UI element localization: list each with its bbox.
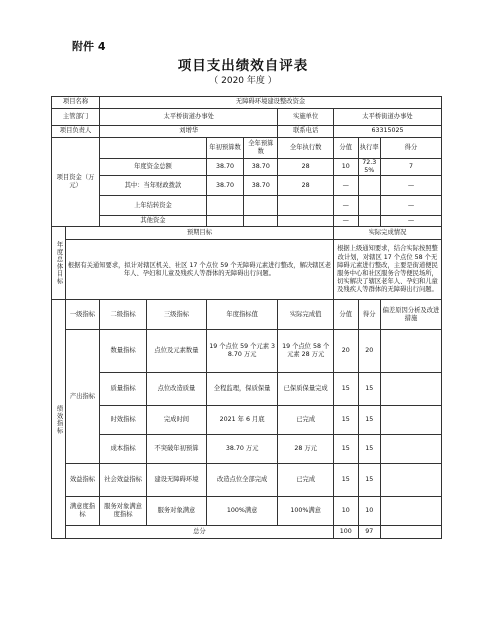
page-title: 项目支出绩效自评表	[177, 58, 309, 74]
total-value: 100	[333, 526, 358, 539]
funds-row	[52, 159, 442, 176]
perf-section-label: 绩效指标	[52, 300, 66, 539]
dept-label: 主管部门	[52, 109, 100, 126]
perf-reason	[380, 373, 441, 406]
full-budget: 38.70	[244, 176, 278, 196]
attachment-label: 附件 4	[72, 40, 106, 53]
perf-value: 10	[333, 497, 358, 526]
perf-row	[52, 464, 442, 497]
score: —	[380, 176, 441, 196]
col-value: 分值	[333, 300, 358, 330]
col-target: 年度指标值	[206, 300, 278, 330]
perf-reason	[380, 406, 441, 435]
satisfaction-indicator-label: 满意度指标	[65, 497, 99, 526]
exec-rate	[358, 176, 380, 196]
perf-target: 全程监理，保质保量	[206, 373, 278, 406]
col-full-budget: 全年预算数	[244, 138, 278, 159]
year-budget	[206, 216, 243, 227]
perf-header-row	[52, 300, 442, 330]
execution: 28	[278, 176, 334, 196]
year-budget	[206, 196, 243, 216]
benefit-indicator-label: 效益指标	[65, 464, 99, 497]
impl-value: 太平桥街道办事处	[333, 109, 441, 126]
perf-value: 20	[333, 330, 358, 373]
score-value: —	[333, 196, 358, 216]
phone-value: 63315025	[333, 126, 441, 138]
perf-l2: 质量指标	[100, 373, 147, 406]
expected-goal-text: 根据有关通知要求，拟计对辖区机关、社区 17 个点位 59 个无障碍元素进行整改，解决辖区老年人、孕妇和儿童及残疾人等群体的无障碍出行问题。	[65, 240, 333, 300]
leader-value: 刘增华	[100, 126, 278, 138]
year-budget: 38.70	[206, 159, 243, 176]
col-reason: 偏差原因分析及改进措施	[380, 300, 441, 330]
leader-row	[52, 126, 442, 138]
perf-value: 15	[333, 406, 358, 435]
perf-row	[52, 330, 442, 373]
col-l2: 二级指标	[100, 300, 147, 330]
perf-row	[52, 435, 442, 464]
impl-label: 实施单位	[278, 109, 334, 126]
leader-label: 项目负责人	[52, 126, 100, 138]
funds-section-label: 项目资金（万元）	[52, 138, 100, 227]
exec-rate: 72.35%	[358, 159, 380, 176]
funds-row-label: 上年结转资金	[100, 196, 207, 216]
perf-actual: 19 个点位 58 个元素 28 万元	[278, 330, 334, 373]
perf-l2: 时效指标	[100, 406, 147, 435]
score: —	[380, 196, 441, 216]
perf-value: 15	[333, 435, 358, 464]
perf-score: 10	[358, 497, 380, 526]
perf-target: 改造点位全部完成	[206, 464, 278, 497]
perf-l3: 服务对象满意	[147, 497, 207, 526]
actual-goal-text: 根据上级通知要求，结合实际按照整改计划，对辖区 17 个点位 58 个无障碍元素进行整改，主要是街道便民服务中心和社区服务合等便民场所，切实解决了辖区老年人、孕妇和儿童及残疾人等群体的无障碍出行问题。	[333, 240, 441, 300]
funds-row-label: 其他资金	[100, 216, 207, 227]
perf-l2: 服务对象满意度指标	[100, 497, 147, 526]
col-score-value: 分值	[333, 138, 358, 159]
funds-blank-header	[100, 138, 207, 159]
perf-l3: 点位及元素数量	[147, 330, 207, 373]
score: 7	[380, 159, 441, 176]
goals-content-row	[52, 240, 442, 300]
score-value: —	[333, 216, 358, 227]
perf-l3: 不突破年初预算	[147, 435, 207, 464]
phone-label: 联系电话	[278, 126, 334, 138]
project-name-value: 无障碍环境建设整改资金	[100, 97, 442, 109]
col-l1: 一级指标	[65, 300, 99, 330]
perf-reason	[380, 497, 441, 526]
page-subtitle: （ 2020 年度 ）	[209, 76, 277, 86]
project-name-row	[52, 97, 442, 109]
perf-score: 15	[358, 435, 380, 464]
full-budget	[244, 216, 278, 227]
score: —	[380, 216, 441, 227]
col-actual: 实际完成值	[278, 300, 334, 330]
total-score: 97	[358, 526, 380, 539]
output-indicator-label: 产出指标	[65, 330, 99, 464]
perf-score: 20	[358, 330, 380, 373]
perf-reason	[380, 330, 441, 373]
dept-value: 太平桥街道办事处	[100, 109, 278, 126]
perf-l2: 成本指标	[100, 435, 147, 464]
perf-actual: 28 万元	[278, 435, 334, 464]
funds-row	[52, 216, 442, 227]
year-budget: 38.70	[206, 176, 243, 196]
perf-target: 2021 年 6 月底	[206, 406, 278, 435]
funds-row	[52, 176, 442, 196]
perf-reason	[380, 464, 441, 497]
funds-row-label: 年度资金总额	[100, 159, 207, 176]
exec-rate	[358, 196, 380, 216]
perf-row	[52, 497, 442, 526]
project-name-label: 项目名称	[52, 97, 100, 109]
execution: 28	[278, 159, 334, 176]
perf-target: 38.70 万元	[206, 435, 278, 464]
perf-value: 15	[333, 373, 358, 406]
col-execution: 全年执行数	[278, 138, 334, 159]
score-value: —	[333, 176, 358, 196]
total-blank	[380, 526, 441, 539]
perf-target: 100%满意	[206, 497, 278, 526]
execution	[278, 196, 334, 216]
perf-l2: 数量指标	[100, 330, 147, 373]
col-perf-score: 得分	[358, 300, 380, 330]
perf-value: 15	[333, 464, 358, 497]
col-exec-rate: 执行率	[358, 138, 380, 159]
perf-l3: 点位改造质量	[147, 373, 207, 406]
col-score: 得分	[380, 138, 441, 159]
score-value: 10	[333, 159, 358, 176]
expected-goal-label: 预期目标	[65, 227, 333, 240]
full-budget	[244, 196, 278, 216]
perf-reason	[380, 435, 441, 464]
col-l3: 三级指标	[147, 300, 207, 330]
funds-header-row	[52, 138, 442, 159]
perf-score: 15	[358, 373, 380, 406]
full-budget: 38.70	[244, 159, 278, 176]
perf-target: 19 个点位 59 个元素 38.70 万元	[206, 330, 278, 373]
execution	[278, 216, 334, 227]
goals-header-row	[52, 227, 442, 240]
perf-actual: 已完成	[278, 464, 334, 497]
perf-actual: 已完成	[278, 406, 334, 435]
perf-l3: 建设无障碍环境	[147, 464, 207, 497]
perf-l3: 完成时间	[147, 406, 207, 435]
total-row	[52, 526, 442, 539]
goals-section-label: 年度总体目标	[52, 227, 66, 300]
total-label: 总分	[65, 526, 333, 539]
exec-rate	[358, 216, 380, 227]
department-row	[52, 109, 442, 126]
perf-row	[52, 406, 442, 435]
perf-l2: 社会效益指标	[100, 464, 147, 497]
perf-row	[52, 373, 442, 406]
self-evaluation-table	[51, 96, 442, 539]
perf-score: 15	[358, 406, 380, 435]
perf-score: 15	[358, 464, 380, 497]
perf-actual: 100%满意	[278, 497, 334, 526]
funds-row-label: 其中：当年财政拨款	[100, 176, 207, 196]
funds-row	[52, 196, 442, 216]
actual-goal-label: 实际完成情况	[333, 227, 441, 240]
col-year-budget: 年初预算数	[206, 138, 243, 159]
perf-actual: 已保质保量完成	[278, 373, 334, 406]
